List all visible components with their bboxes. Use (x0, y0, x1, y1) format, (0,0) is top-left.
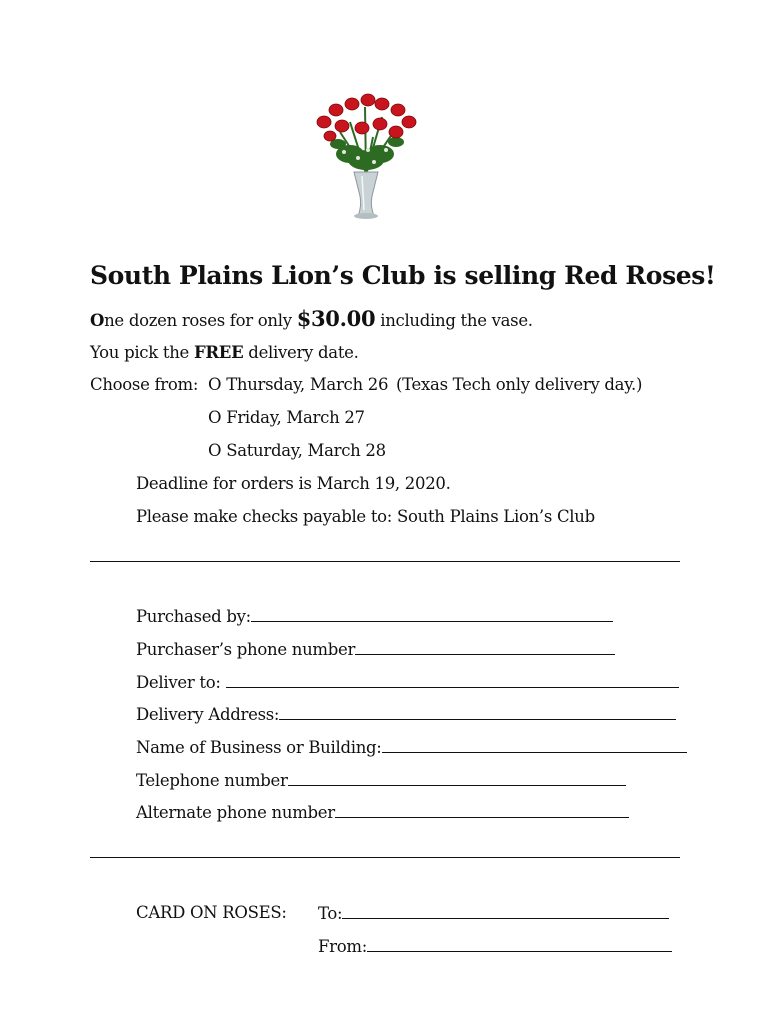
divider (90, 561, 680, 562)
pick-text-a: You pick the (90, 343, 194, 362)
option-label: Thursday, March 26 (226, 375, 389, 394)
option-thursday[interactable] (208, 375, 388, 394)
deliver-to-label: Deliver to: (136, 673, 226, 692)
deliver-to-blank[interactable] (226, 672, 679, 688)
option-circle: O (208, 408, 222, 427)
card-label: CARD ON ROSES: (136, 903, 287, 922)
delivery-address-label: Delivery Address: (136, 705, 280, 724)
option-label: Saturday, March 28 (226, 441, 386, 460)
roses-in-vase-image (310, 92, 422, 224)
option-friday[interactable] (208, 408, 365, 427)
pick-text-b: delivery date. (243, 343, 359, 362)
offer-text-b: including the vase. (375, 311, 533, 330)
option-note: (Texas Tech only delivery day.) (396, 375, 643, 394)
purchased-by-blank[interactable] (251, 606, 613, 622)
delivery-address-field[interactable] (136, 704, 676, 724)
delivery-address-blank[interactable] (279, 704, 676, 720)
purchaser-phone-label: Purchaser’s phone number (136, 640, 356, 659)
card-to-label: To: (318, 904, 343, 923)
purchased-by-field[interactable] (136, 606, 613, 626)
card-to-field[interactable] (318, 903, 669, 923)
option-saturday[interactable] (208, 441, 386, 460)
deadline-text: Deadline for orders is March 19, 2020. (136, 474, 451, 493)
page-title: South Plains Lion’s Club is selling Red Roses! (90, 261, 716, 290)
card-to-blank[interactable] (342, 903, 669, 919)
offer-first-letter: O (90, 311, 105, 330)
card-from-field[interactable] (318, 936, 672, 956)
divider (90, 857, 680, 858)
alt-phone-label: Alternate phone number (136, 803, 335, 822)
alt-phone-blank[interactable] (335, 802, 629, 818)
telephone-field[interactable] (136, 770, 626, 790)
purchaser-phone-field[interactable] (136, 639, 615, 659)
deliver-to-field[interactable] (136, 672, 679, 692)
business-label: Name of Business or Building: (136, 738, 382, 757)
purchased-by-label: Purchased by: (136, 607, 251, 626)
telephone-blank[interactable] (288, 770, 626, 786)
option-circle: O (208, 375, 222, 394)
option-circle: O (208, 441, 222, 460)
card-from-label: From: (318, 937, 367, 956)
offer-text-a: ne dozen roses for only (104, 311, 297, 330)
telephone-label: Telephone number (136, 771, 288, 790)
pick-free: FREE (193, 343, 244, 362)
offer-price: $30.00 (296, 306, 376, 331)
business-field[interactable] (136, 737, 687, 757)
payable-text: Please make checks payable to: South Plains Lion’s Club (136, 507, 595, 526)
purchaser-phone-blank[interactable] (355, 639, 615, 655)
card-from-blank[interactable] (367, 936, 672, 952)
offer-line (90, 306, 533, 331)
choose-label: Choose from: (90, 375, 199, 394)
business-blank[interactable] (382, 737, 687, 753)
pick-line (90, 343, 359, 362)
alt-phone-field[interactable] (136, 802, 629, 822)
option-label: Friday, March 27 (226, 408, 365, 427)
